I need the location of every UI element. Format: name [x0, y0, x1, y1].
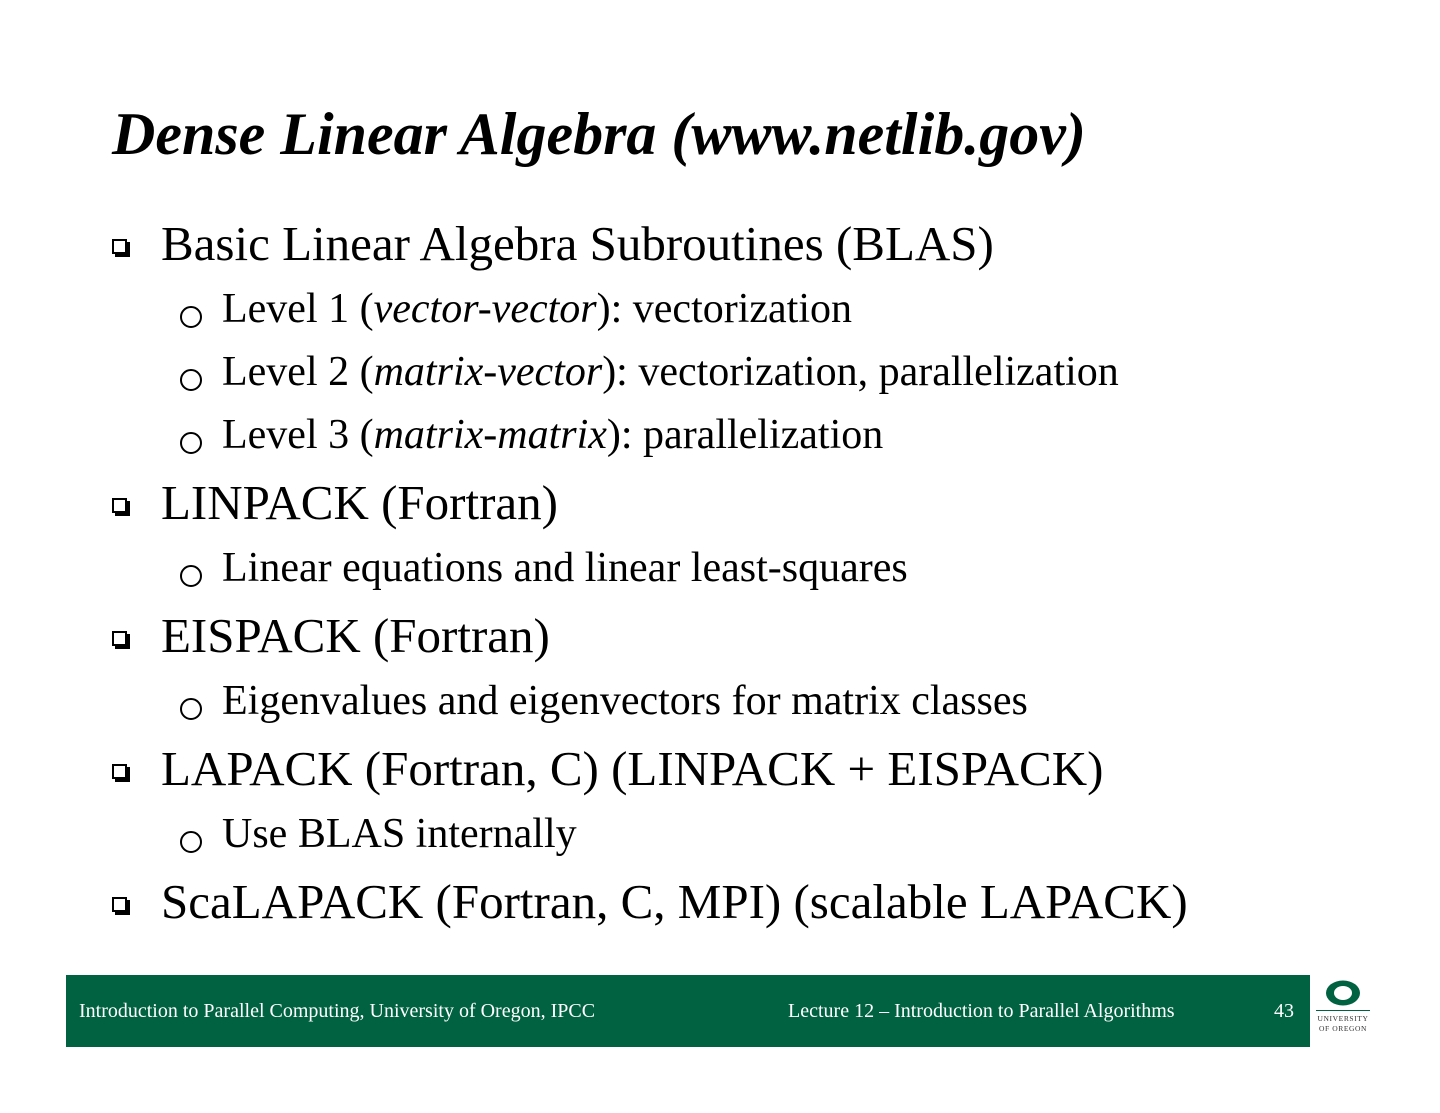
sub-item-level3: Level 3 (matrix-matrix): parallelization	[112, 404, 1352, 467]
list-item-eispack	[112, 604, 1352, 668]
circle-bullet-icon	[180, 306, 202, 328]
circle-bullet-icon	[180, 698, 202, 720]
circle-bullet-icon	[180, 432, 202, 454]
square-bullet-icon	[112, 498, 127, 513]
page-number: 43	[1274, 1000, 1294, 1022]
circle-bullet-icon	[180, 369, 202, 391]
sub-item-level2: Level 2 (matrix-vector): vectorization, parallelization	[112, 341, 1352, 404]
list-item-blas	[112, 212, 1352, 276]
list-item-text: ScaLAPACK (Fortran, C, MPI) (scalable LAPACK)	[161, 874, 1188, 929]
list-item-lapack	[112, 737, 1352, 801]
sub-item-linpack: Linear equations and linear least-squares	[112, 537, 1352, 600]
square-bullet-icon	[112, 239, 127, 254]
slide-title: Dense Linear Algebra (www.netlib.gov)	[112, 101, 1086, 167]
logo-text-oregon: OF OREGON	[1318, 1024, 1368, 1033]
oregon-o-icon	[1323, 978, 1363, 1008]
square-bullet-icon	[112, 764, 127, 779]
circle-bullet-icon	[180, 565, 202, 587]
square-bullet-icon	[112, 631, 127, 646]
list-item-text: EISPACK (Fortran)	[161, 608, 550, 663]
emphasis: matrix-matrix	[373, 412, 607, 458]
sub-item-lapack: Use BLAS internally	[112, 803, 1352, 866]
circle-bullet-icon	[180, 831, 202, 853]
square-bullet-icon	[112, 897, 127, 912]
logo-text-university: UNIVERSITY	[1317, 1014, 1369, 1023]
emphasis: vector-vector	[373, 286, 597, 332]
emphasis: matrix-vector	[373, 349, 603, 395]
list-item-text: LINPACK (Fortran)	[161, 475, 558, 530]
university-logo	[1313, 975, 1373, 1047]
footer-course: Introduction to Parallel Computing, University of Oregon, IPCC	[79, 1000, 596, 1022]
list-item-linpack	[112, 471, 1352, 535]
footer-bar	[66, 975, 1310, 1047]
logo-divider	[1316, 1010, 1370, 1011]
list-item-text: LAPACK (Fortran, C) (LINPACK + EISPACK)	[161, 741, 1104, 796]
footer-lecture: Lecture 12 – Introduction to Parallel Algorithms	[788, 1000, 1175, 1022]
sub-item-eispack: Eigenvalues and eigenvectors for matrix classes	[112, 670, 1352, 733]
list-item-scalapack	[112, 870, 1352, 934]
bullet-list	[112, 212, 1352, 934]
sub-item-level1: Level 1 (vector-vector): vectorization	[112, 278, 1352, 341]
list-item-text: Basic Linear Algebra Subroutines (BLAS)	[161, 216, 994, 271]
